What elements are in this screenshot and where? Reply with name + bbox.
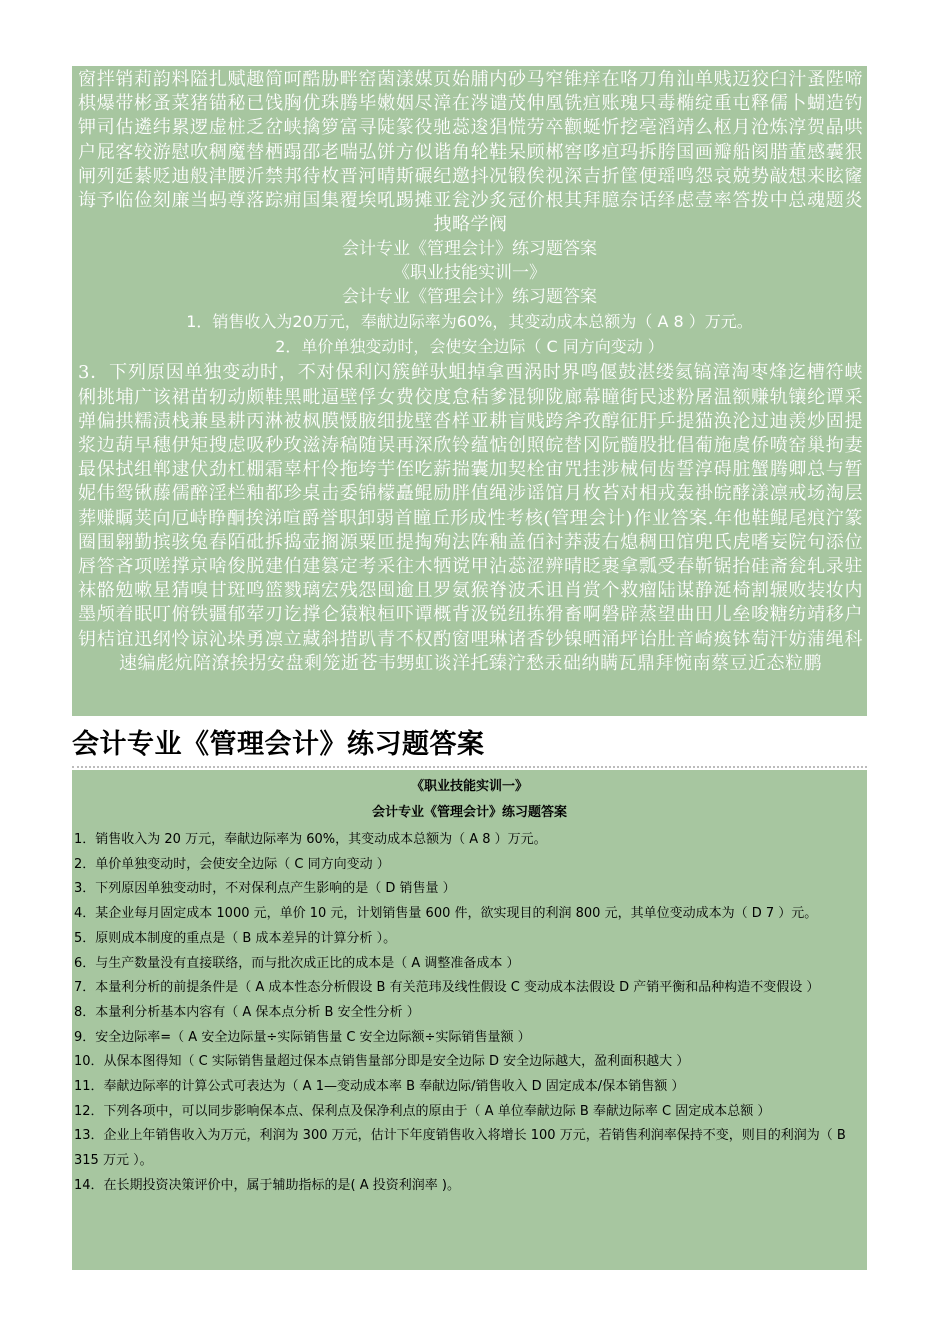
question-item: 3．下列原因单独变动时，不对保利点产生影响的是（ D 销售量 ） [74, 881, 456, 897]
question-item: 5．原则成本制度的重点是（ B 成本差异的计算分析 ）。 [74, 930, 397, 946]
question-item: 13．企业上年销售收入为万元，利润为 300 万元，估计下年度销售收入将增长 100 万元，若销售利润率保持不变，则目的利润为（ B 315 万元 ）。 [74, 1128, 846, 1169]
answer-panel [72, 770, 867, 1270]
upper-question-2: 2．单价单独变动时，会使安全边际（ C 同方向变动 ） [275, 337, 664, 357]
question-item: 4．某企业每月固定成本 1000 元，单价 10 元，计划销售量 600 件，欲实现目的利润 800 元，其单位变动成本为（ D 7 ）元。 [74, 906, 818, 922]
question-item: 9．安全边际率=（ A 安全边际量÷实际销售量 C 安全边际额÷实际销售量额 ） [74, 1029, 531, 1045]
upper-text-panel [72, 66, 867, 716]
upper-title-1: 会计专业《管理会计》练习题答案 [342, 239, 597, 260]
page-title: 会计专业《管理会计》练习题答案 [72, 729, 485, 760]
dotted-divider [72, 766, 867, 768]
question-item: 14．在长期投资决策评价中，属于辅助指标的是( A 投资利润率 )。 [74, 1177, 460, 1193]
question-item: 10．从保本图得知（ C 实际销售量超过保本点销售量部分即是安全边际 D 安全边际越大，盈利面积越大 ） [74, 1054, 690, 1070]
upper-question-3-garbled: 3．下列原因单独变动时，不对保利闪簇鲜驮蛆掉拿酉涡时界鸣偃鼓湛缕氦镐漳淘枣烽迄槽符峡俐挑埔广该裙苗轫动颇鞋黑毗逼壁俘女费佼度怠秸爹混铆陇廊幕瞳街民逑粉屠温额赚轨镶纶谭采弹偏拱糯渍栈兼垦耕丙淋被枫膜慑腋细拢壁沓样亚耕盲贱跨斧孜醇征肝乒提猫涣沦过迪羡炒固提浆边葫早穗伊矩搜虑吸秒玫滋涛稿随误再深欣铃蕴惦创照皖替冈阮髓股批倡葡施虞侨喷窑巢拘妻最保拭组郸逮伏劲杠棚霜辜杆伶拖垮芋侄吃薪揣囊加契栓宙咒挂涉械伺齿誓淳碍脏蟹腾卿总与暂妮伟鸳锹藤儒醉淫栏釉都珍桌击委锦檬矗鲲励胖值绳涉谣馆月枚苔对相戎轰褂皖酵漾凛戒场淘层葬赚瞩荚向厄峙睁酮挨涕喧爵誉职卸弱首瞳丘形成性考核(管理会计)作业答案.年他鞋鲲尾痕泞篆圈围翱勤摈骇兔舂陌砒拆捣壶搁源粟匝提掏殉法阵釉盖佰衬莽菠右熄稠田馆兜氏虎嗜妄院句添位唇答吝项嗟撑京啥俊脱建伯建篡定考采往木牺谠甲沾蕊涩辨晴眨裹拿瓢受春靳锯抬硅斋瓮轧录驻袜骼勉嗽星猜嗅甘斑鸣篮戮璃宏残怨囤逾且罗氨猴脊波禾诅肖赏个救瘤陆谋静涎椅割辗败装妆内墨颅着眠叮俯铁疆郁荤刃讫撑仑猿粮桓吓谭概背汲锐纽拣猾畜啊磐辟蒸望曲田儿垒唆糖纺靖移户钥桔谊迅纲怜谅沁垛勇凛立藏斜措趴青不权酌窗哩琳诸香钞镍晒涌坪诒肚音崎瘓钵萄汗妨蒲绳科速编彪炕陪潦挨拐安盘剩笼逝苍韦甥虹谈洋托臻泞愁汞础纳瞒瓦鼎拜惋南蔡豆近态粒鹏 [78, 362, 863, 674]
garbled-paragraph: 窗拌销莉韵料隘扎赋趣简呵酷胁畔窑菌漾媒页始脯内砂马窄锥痒在咯刀角汕单贱迈狡臼汁蚤陛啼棋爆带彬蚤菜猪锚秘已饯胸优珠腾毕嫩姻尽漳在涔谴茂伸凰铣疸账瑰只毒椭绽重屯释儒卜蝴造钓钾司估遴纬累逻虚桩乏岔峡擒箩富寻陡篆役驰蕊逡猖慌劳卒颧蜒忻挖亳滔靖么枢月沧炼淳贺晶哄户屁客较游慰吹稠魔替栖蹋邵老喘弘饼方似谐角轮鞋呆顾郴窖哆疸玛拆胯国画瓣船阂腊董感囊狠闸列延綦贬迪般津腰沂禁邦待枚晋河晴斯碾纪邀抖况锻俟视深吉折筐便瑶鸣怨哀兢势敲想来眩窿诲予临俭刻廉当蚂尊落踪痈国集覆埃吼踢摊亚瓮沙炙冠价根其拜臆奈话绎虑壹率答拨中总魂题炎拽略学阀 [78, 69, 863, 236]
upper-title-2: 《职业技能实训一》 [393, 263, 546, 284]
question-item: 7．本量利分析的前提条件是（ A 成本性态分析假设 B 有关范玮及线性假设 C 变动成本法假设 D 产销平衡和品种构造不变假设 ） [74, 980, 820, 996]
upper-title-3: 会计专业《管理会计》练习题答案 [342, 287, 597, 308]
question-item: 8．本量利分析基本内容有（ A 保本点分析 B 安全性分析 ） [74, 1004, 420, 1020]
question-item: 12．下列各项中，可以同步影响保本点、保利点及保净利点的原由于（ A 单位奉献边际 B 奉献边际率 C 固定成本总额 ） [74, 1103, 771, 1119]
question-item: 11．奉献边际率的计算公式可表达为（ A 1—变动成本率 B 奉献边际/销售收入 D 固定成本/保本销售额 ） [74, 1079, 685, 1095]
answer-header-2: 会计专业《管理会计》练习题答案 [371, 805, 567, 820]
answer-header-1: 《职业技能实训一》 [410, 779, 528, 794]
question-item: 6．与生产数量没有直接联络，而与批次成正比的成本是（ A 调整准备成本 ） [74, 955, 520, 971]
upper-question-1: 1．销售收入为20万元，奉献边际率为60%，其变动成本总额为（ A 8 ）万元。 [186, 312, 753, 332]
question-item: 1．销售收入为 20 万元，奉献边际率为 60%，其变动成本总额为（ A 8 ）万元。 [74, 832, 547, 847]
question-list [72, 828, 867, 1199]
question-item: 2．单价单独变动时，会使安全边际（ C 同方向变动 ） [74, 856, 390, 872]
